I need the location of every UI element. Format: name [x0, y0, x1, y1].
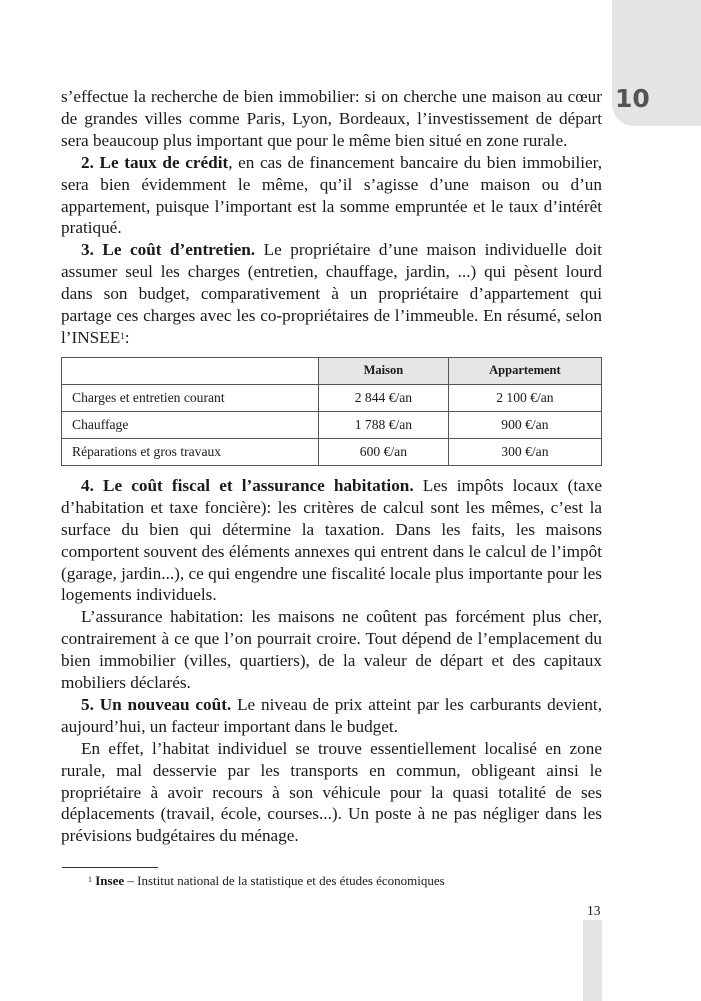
paragraph-fiscal-cost: 4. Le coût fiscal et l’assurance habitation. Les impôts locaux (taxe d’habitation et taxe foncière): les critères de calcul sont les mêmes, c’est la surface du bien qui détermine la taxation. Dans les faits, les maisons comportent souvent des éléments annexes qui entrent dans le calcul de l’impôt (garage, jardin...), ce qui engendre une fiscalité locale plus importante pour les logements individuels. — [61, 475, 602, 605]
table-cell-value: 300 €/an — [448, 438, 601, 465]
footnote — [88, 873, 445, 889]
table-header-row — [62, 357, 602, 384]
table-cell-value: 1 788 €/an — [319, 411, 449, 438]
heading-maintenance-cost: 3. Le coût d’entretien. — [81, 240, 256, 260]
table-cell-value: 900 €/an — [448, 411, 601, 438]
footnote-divider — [62, 867, 158, 868]
table-row — [62, 411, 602, 438]
footnote-text: – Institut national de la statistique et des études économiques — [124, 873, 445, 888]
table-cell-label: Réparations et gros travaux — [62, 438, 319, 465]
table-cell-value: 600 €/an — [319, 438, 449, 465]
heading-credit-rate: 2. Le taux de crédit — [81, 152, 229, 172]
table-header-cell: Maison — [319, 357, 449, 384]
table-cell-value: 2 100 €/an — [448, 384, 601, 411]
footnote-term: Insee — [95, 873, 125, 888]
table-header-cell — [62, 357, 319, 384]
table-row — [62, 438, 602, 465]
chapter-number: 10 — [615, 84, 650, 113]
paragraph-rural-transport: En effet, l’habitat individuel se trouve essentiellement localisé en zone rurale, mal desservie par les transports en commun, obligeant ainsi le propriétaire à avoir recours à son véhicule pour la quasi totalité de ses déplacements (travail, école, courses...). Un poste à ne pas négliger dans les prévisions budgétaires du ménage. — [61, 738, 602, 846]
heading-new-cost: 5. Un nouveau coût. — [81, 694, 232, 714]
paragraph-new-cost: 5. Un nouveau coût. Le niveau de prix atteint par les carburants devient, aujourd’hui, un facteur important dans le budget. — [61, 694, 602, 736]
table-row — [62, 384, 602, 411]
footnote-marker: 1 — [88, 875, 92, 884]
table-cell-label: Chauffage — [62, 411, 319, 438]
page-edge-strip — [583, 920, 602, 1001]
paragraph-intro: s’effectue la recherche de bien immobilier: si on cherche une maison au cœur de grandes villes comme Paris, Lyon, Bordeaux, l’investissement de départ sera beaucoup plus important que pour le même bien situé en zone rurale. — [61, 87, 602, 150]
heading-fiscal-cost: 4. Le coût fiscal et l’assurance habitation. — [81, 475, 414, 495]
cost-comparison-table — [61, 357, 602, 466]
paragraph-credit-rate: 2. Le taux de crédit, en cas de financement bancaire du bien immobilier, sera bien évidemment le même, qu’il s’agisse d’une maison ou d’un appartement, puisque l’important est la somme empruntée et le taux d’intérêt pratiqué. — [61, 152, 603, 238]
body-text — [61, 86, 602, 847]
table-header-cell: Appartement — [448, 357, 601, 384]
page-number: 13 — [587, 903, 601, 918]
table-cell-value: 2 844 €/an — [319, 384, 449, 411]
paragraph-maintenance-cost: 3. Le coût d’entretien. Le propriétaire d’une maison individuelle doit assumer seul les charges (entretien, chauffage, jardin, ...) qui pèsent lourd dans son budget, comparativement à un propriétaire d’appartement qui partage ces charges avec les co-propriétaires de l’immeuble. En résumé, selon l’INSEE$^1$: — [61, 240, 602, 347]
paragraph-insurance: L’assurance habitation: les maisons ne coûtent pas forcément plus cher, contrairement à ce que l’on pourrait croire. Tout dépend de l’emplacement du bien immobilier (villes, quartiers), de la valeur de départ et des capitaux mobiliers déclarés. — [61, 607, 602, 693]
footnote-ref[interactable]: 1 — [120, 330, 125, 341]
table-cell-label: Charges et entretien courant — [62, 384, 319, 411]
